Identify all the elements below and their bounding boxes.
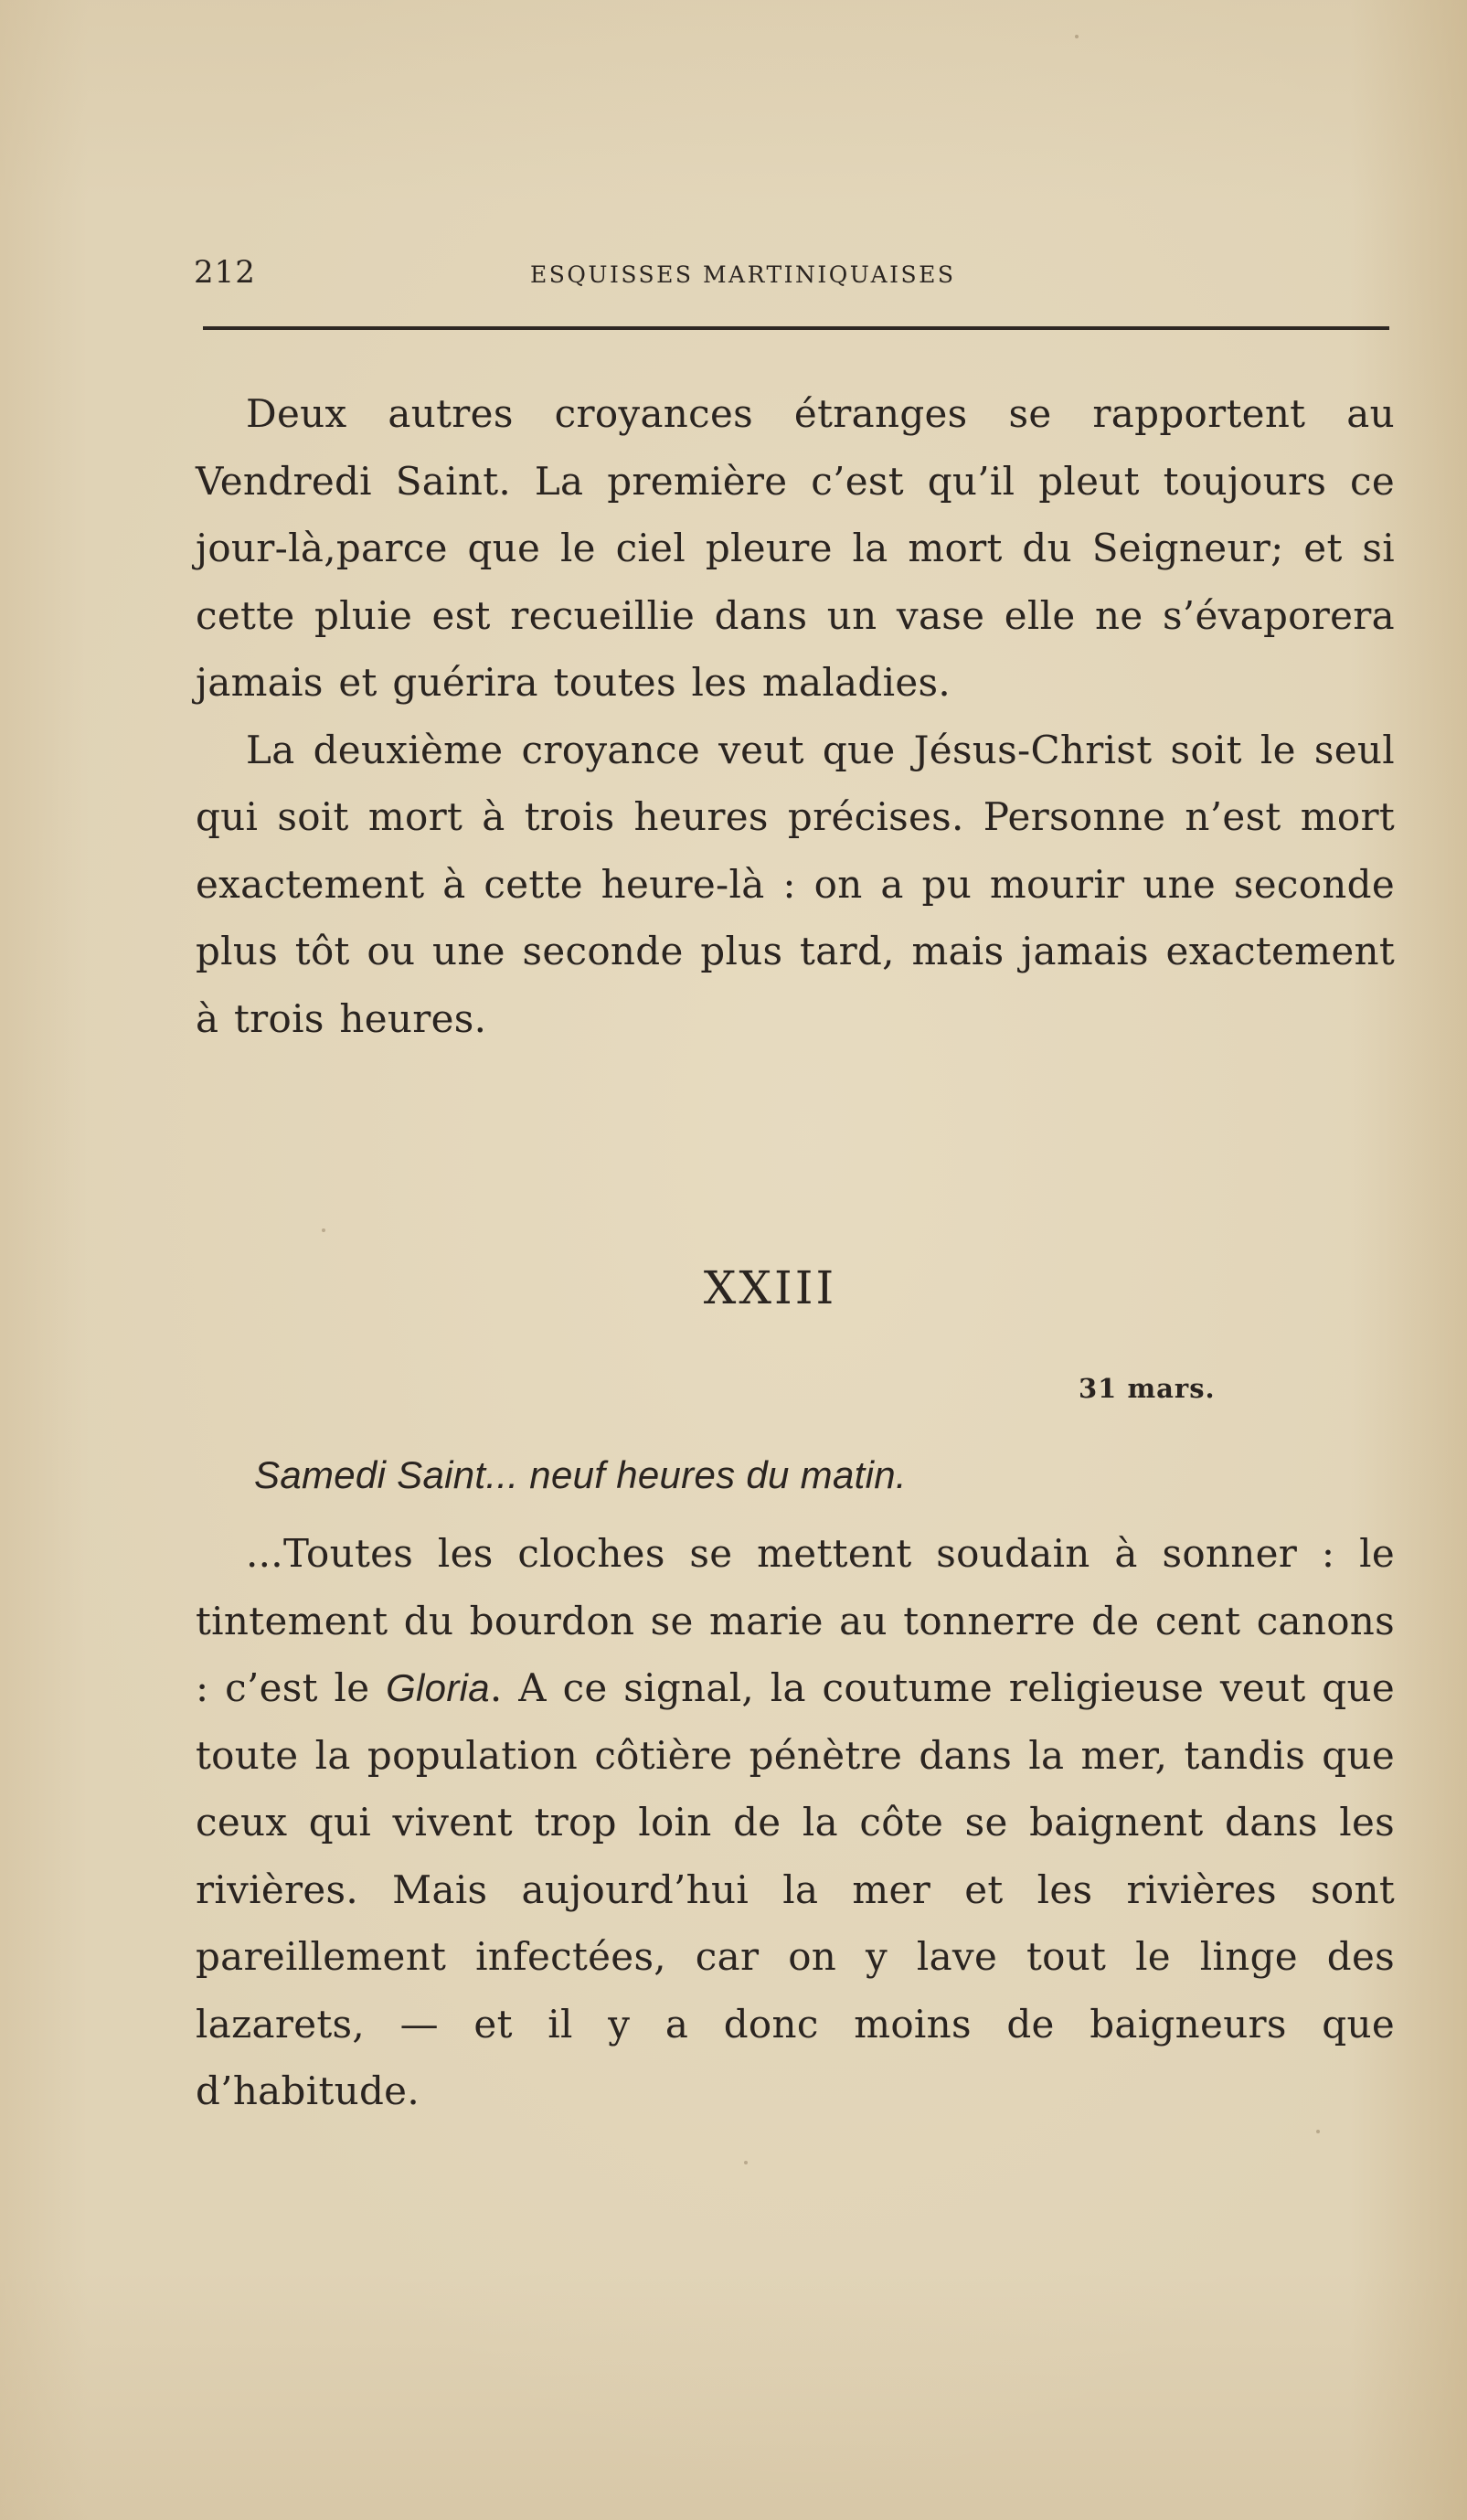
italic-gloria: Gloria	[386, 1666, 490, 1709]
paragraph-text-after-italic: . A ce signal, la coutume religieuse veut que toute la population côtière pénètre dans la mer, tandis que ceux qui vivent trop loin de la côte se baignent dans les rivières. Mais aujourd’hui la mer et les rivières sont pareillement infectées, car on y lave tout le linge des lazarets, — et il y a donc moins de baigneurs que d’habitude.	[196, 1665, 1395, 2113]
paper-speck	[322, 1228, 325, 1232]
chapter-subtitle: Samedi Saint... neuf heures du matin.	[254, 1453, 907, 1496]
paper-speck	[744, 2161, 748, 2164]
running-head	[194, 254, 1389, 300]
body-text-section-1	[196, 380, 1395, 1052]
book-title: ESQUISSES MARTINIQUAISES	[530, 261, 956, 288]
paper-speck	[1075, 35, 1079, 38]
paper-speck	[1316, 2130, 1320, 2133]
header-rule	[203, 326, 1389, 330]
page-number: 212	[194, 254, 256, 291]
chapter-number: XXIII	[703, 1261, 837, 1314]
paragraph-deuxieme-croyance: La deuxième croyance veut que Jésus-Christ soit le seul qui soit mort à trois heures précises. Personne n’est mort exactement à cette heure-là : on a pu mourir une seconde plus tôt ou une seconde plus tard, mais jamais exactement à trois heures.	[196, 727, 1395, 1041]
body-text-section-2	[196, 1520, 1395, 2125]
paragraph-vendredi-saint: Deux autres croyances étranges se rapportent au Vendredi Saint. La première c’est qu’il pleut toujours ce jour-là,parce que le ciel pleure la mort du Seigneur; et si cette pluie est recueillie dans un vase elle ne s’évaporera jamais et guérira toutes les maladies.	[196, 391, 1395, 705]
paragraph-samedi-saint	[196, 1520, 1395, 2125]
paragraph-text-before-italic: ...Toutes les cloches se mettent soudain à sonner : le tintement du bourdon se marie au tonnerre de cent canons : c’est le	[196, 1531, 1395, 1710]
chapter-date: 31 mars.	[1079, 1373, 1216, 1404]
